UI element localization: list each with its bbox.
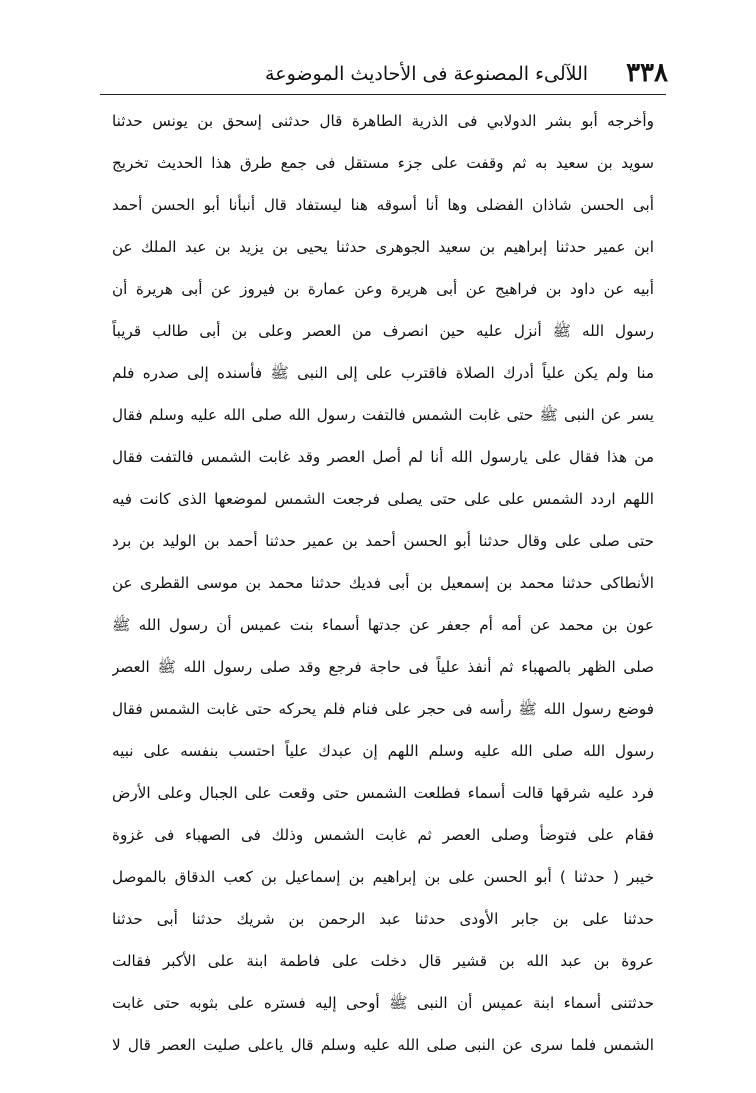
text-line: فوضع رسول الله ﷺ رأسه فى حجر على فنام فلم يحركه حتى غابت الشمس فقال [112, 700, 654, 718]
text-line: اللهم اردد الشمس على على حتى يصلى فرجعت الشمس لموضعها الذى كانت فيه [112, 490, 654, 508]
text-line: ابن عمير حدثنا إبراهيم بن سعيد الجوهرى حدثنا يحيى بن يزيد بن عبد الملك عن [112, 238, 654, 256]
text-line: رسول الله صلى الله عليه وسلم اللهم إن عبدك علياً احتسب بنفسه على نبيه [112, 742, 654, 760]
text-line: حدثتنى أسماء ابنة عميس أن النبى ﷺ أوحى إليه فستره على بثوبه حتى غابت [112, 994, 654, 1012]
header-rule [100, 94, 666, 95]
text-line: حدثنا على بن جابر الأودى حدثنا عبد الرحمن بن شريك حدثنا أبى حدثنا [112, 910, 654, 928]
text-line: عروة بن عبد الله بن قشير قال دخلت على فاطمة ابنة على الأكبر فقالت [112, 952, 654, 970]
page-number: ٣٣٨ [626, 58, 668, 88]
text-line: الأنطاكى حدثنا محمد بن إسمعيل بن أبى فديك حدثنا محمد بن موسى القطرى عن [112, 574, 654, 592]
text-line: الشمس فلما سرى عن النبى صلى الله عليه وسلم قال ياعلى صليت العصر قال لا [112, 1036, 654, 1054]
text-line: وأخرجه أبو بشر الدولابي فى الذرية الطاهرة قال حدثنى إسحق بن يونس حدثنا [112, 112, 654, 130]
text-line: فقام على فتوضأ وصلى العصر ثم غابت الشمس وذلك فى الصهباء فى غزوة [112, 826, 654, 844]
text-line: سويد بن سعيد به ثم وقفت على جزء مستقل فى جمع طرق هذا الحديث تخريج [112, 154, 654, 172]
text-line: حتى صلى على وقال حدثنا أبو الحسن أحمد بن عمير حدثنا أحمد بن الوليد بن برد [112, 532, 654, 550]
text-line: من هذا فقال على يارسول الله أنا لم أصل العصر وقد غابت الشمس فالتفت فقال [112, 448, 654, 466]
text-line: أبى الحسن شاذان الفضلى وها أنا أسوقه هنا ليستفاد قال أنبأنا أبو الحسن أحمد [112, 196, 654, 214]
text-line: يسر عن النبى ﷺ حتى غابت الشمس فالتفت رسول الله صلى الله عليه وسلم فقال [112, 406, 654, 424]
text-line: أبيه عن داود بن فراهيج عن أبى هريرة وعن عمارة بن فيروز عن أبى هريرة أن [112, 280, 654, 298]
text-line: عون بن محمد عن أمه أم جعفر عن جدتها أسماء بنت عميس أن رسول الله ﷺ [112, 616, 654, 634]
text-line: صلى الظهر بالصهباء ثم أنفذ علياً فى حاجة فرجع وقد صلى رسول الله ﷺ العصر [112, 658, 654, 676]
text-line: رسول الله ﷺ أنزل عليه حين انصرف من العصر وعلى بن أبى طالب قريباً [112, 322, 654, 340]
running-title: اللآلىء المصنوعة فى الأحاديث الموضوعة [265, 63, 589, 85]
text-line: فرد عليه شرقها قالت أسماء فطلعت الشمس حتى وقعت على الجبال وعلى الأرض [112, 784, 654, 802]
page-header [105, 50, 668, 88]
body-text [112, 100, 654, 1066]
text-line: منا ولم يكن علياً أدرك الصلاة فاقترب على إلى النبى ﷺ فأسنده إلى صدره فلم [112, 364, 654, 382]
text-line: خيبر ( حدثنا ) أبو الحسن على بن إبراهيم بن إسماعيل بن كعب الدقاق بالموصل [112, 868, 654, 886]
